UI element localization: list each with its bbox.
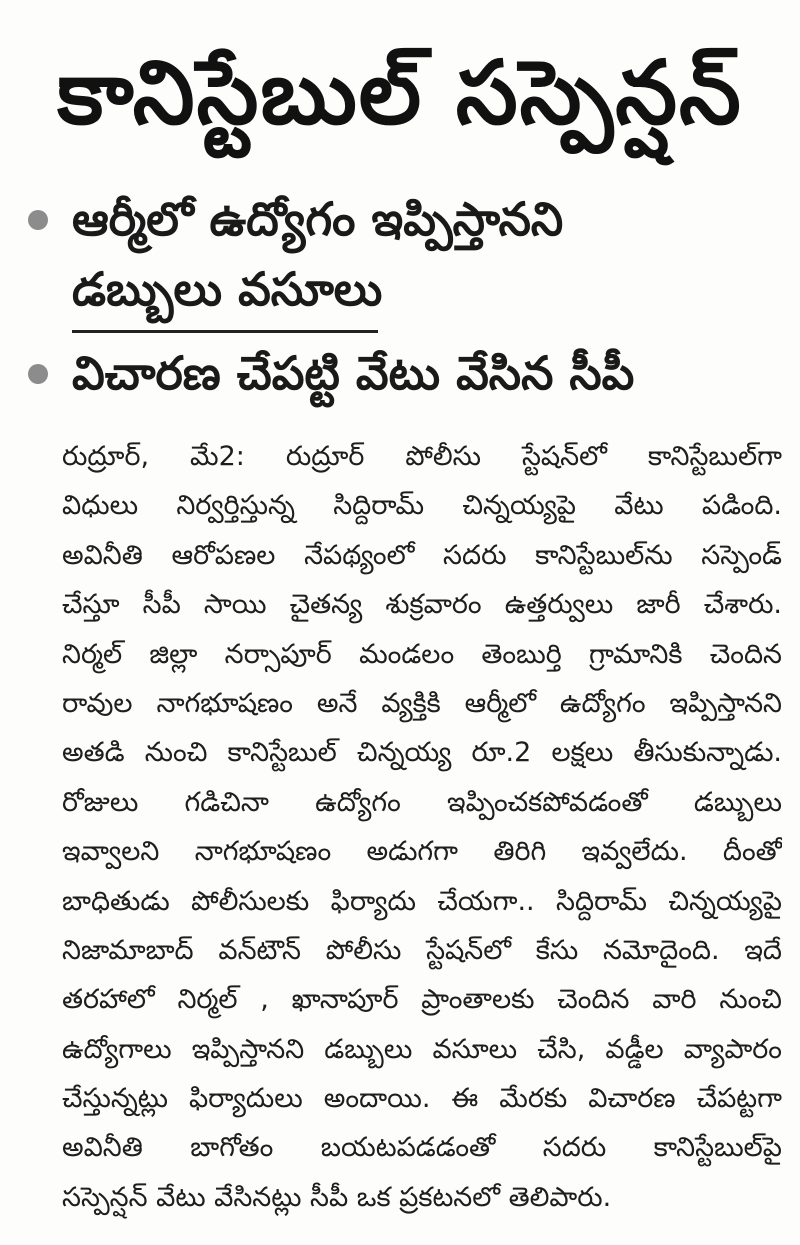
subheadline-2: డబ్బులు వసూలు (72, 262, 383, 316)
subheadline-1: ఆర్మీలో ఉద్యోగం ఇప్పిస్తానని (72, 192, 564, 246)
article-line: నిజామాబాద్ వన్‌టౌన్ పోలీసు స్టేషన్‌లో కేసు నమోదైంది. ఇదే (62, 934, 782, 966)
bullet-icon (28, 210, 48, 230)
article-line: సస్పెన్షన్ వేటు వేసినట్లు సీపీ ఒక ప్రకటనలో తెలిపారు. (62, 1181, 612, 1213)
article-line: ఉద్యోగాలు ఇప్పిస్తానని డబ్బులు వసూలు చేసి, వడ్డీల వ్యాపారం (62, 1033, 782, 1065)
article-line: ఇవ్వాలని నాగభూషణం అడుగగా తిరిగి ఇవ్వలేదు. దీంతో (62, 836, 782, 868)
article-line: బాధితుడు పోలీసులకు ఫిర్యాదు చేయగా.. సిద్దిరామ్ చిన్నయ్యపై (62, 885, 782, 917)
article-body (62, 432, 782, 1222)
subheadline-3: విచారణ చేపట్టి వేటు వేసిన సీపీ (72, 346, 635, 400)
article-line: అతడి నుంచి కానిస్టేబుల్ చిన్నయ్య రూ.2 లక్షలు తీసుకున్నాడు. (62, 737, 782, 769)
article-line: చేస్తూ సీపీ సాయి చైతన్య శుక్రవారం ఉత్తర్వులు జారీ చేశారు. (62, 589, 782, 621)
article-line: రుద్రూర్, మే2: రుద్రూర్ పోలీసు స్టేషన్‌లో కానిస్టేబుల్‌గా (62, 441, 782, 472)
article-line: చేస్తున్నట్లు ఫిర్యాదులు అందాయి. ఈ మేరకు విచారణ చేపట్టగా (62, 1083, 782, 1115)
article-line: అవినీతి బాగోతం బయటపడడంతో సదరు కానిస్టేబుల్‌పై (62, 1132, 782, 1164)
article-line: రోజులు గడిచినా ఉద్యోగం ఇప్పించకపోవడంతో డబ్బులు (62, 786, 782, 818)
divider-rule (72, 330, 378, 333)
article-line: నిర్మల్ జిల్లా నర్సాపూర్ మండలం తెంబుర్తి గ్రామానికి చెందిన (62, 638, 782, 670)
article-line: తరహాలో నిర్మల్ , ఖానాపూర్ ప్రాంతాలకు చెందిన వారి నుంచి (62, 984, 782, 1016)
article-line: విధులు నిర్వర్తిస్తున్న సిద్దిరామ్ చిన్నయ్యపై వేటు పడింది. (62, 490, 782, 522)
article-line: అవినీతి ఆరోపణల నేపథ్యంలో సదరు కానిస్టేబుల్‌ను సస్పెండ్ (62, 539, 782, 571)
bullet-icon (28, 364, 48, 384)
article-line: రావుల నాగభూషణం అనే వ్యక్తికి ఆర్మీలో ఉద్యోగం ఇప్పిస్తానని (62, 687, 782, 719)
headline: కానిస్టేబుల్ సస్పెన్షన్ (57, 41, 743, 144)
